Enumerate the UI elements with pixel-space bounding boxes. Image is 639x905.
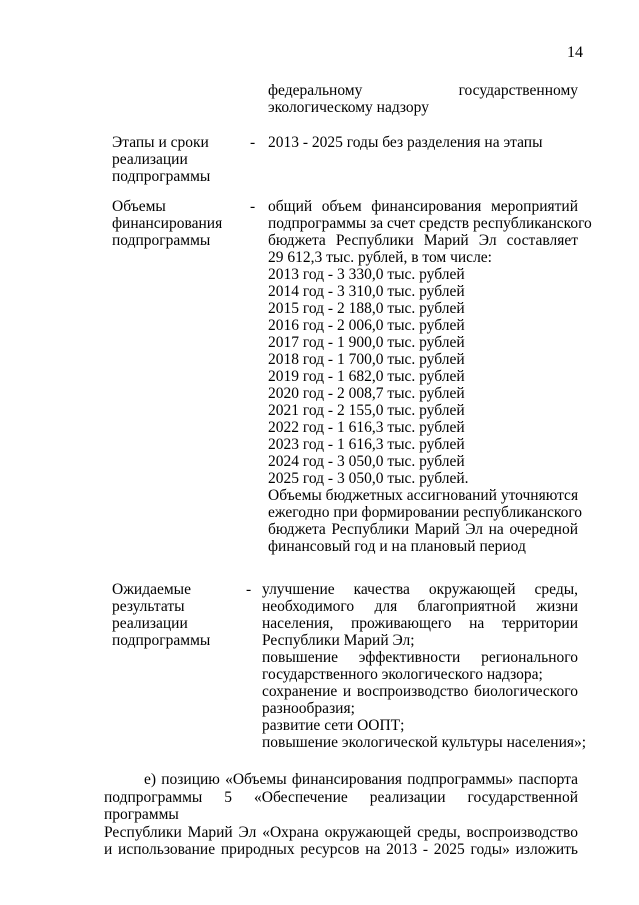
funding-year-item: 2018 год - 1 700,0 тыс. рублей — [268, 351, 465, 368]
funding-note-line: бюджета Республики Марий Эл на очередной — [268, 521, 578, 538]
results-line: разнообразия; — [262, 700, 355, 717]
results-line: повышение экологической культуры населения»; — [262, 734, 587, 751]
results-line: развитие сети ООПТ; — [262, 717, 405, 734]
row-funding-dash: - — [250, 198, 256, 215]
funding-year-item: 2021 год - 2 155,0 тыс. рублей — [268, 402, 465, 419]
funding-year-item: 2022 год - 1 616,3 тыс. рублей — [268, 419, 465, 436]
paragraph-line: Республики Марий Эл «Охрана окружающей среды, воспроизводство — [104, 823, 578, 841]
intro-word-right: государственному — [458, 82, 578, 99]
label-line: Этапы и сроки — [112, 134, 209, 151]
row-funding-label — [112, 198, 247, 249]
results-line: повышение эффективности регионального — [262, 649, 578, 666]
row-stages-text — [268, 134, 578, 151]
label-line: Ожидаемые — [112, 581, 191, 598]
funding-year-item: 2024 год - 3 050,0 тыс. рублей — [268, 453, 465, 470]
stages-text: 2013 - 2025 годы без разделения на этапы — [268, 134, 543, 151]
label-line: результаты — [112, 598, 185, 615]
paragraph-line: е) позицию «Объемы финансирования подпрограммы» паспорта — [144, 771, 578, 788]
funding-note-line: ежегодно при формировании республиканского — [268, 504, 583, 521]
label-line: подпрограммы — [112, 632, 211, 649]
row-results-dash: - — [246, 581, 252, 598]
results-line: государственного экологического надзора; — [262, 666, 543, 683]
label-line: подпрограммы — [112, 168, 211, 185]
intro-line-2: экологическому надзору — [268, 99, 429, 116]
label-line: реализации — [112, 615, 188, 632]
row-results-label — [112, 581, 247, 649]
funding-intro-line: бюджета Республики Марий Эл составляет — [268, 232, 578, 249]
funding-year-item: 2016 год - 2 006,0 тыс. рублей — [268, 317, 465, 334]
label-line: Объемы — [112, 198, 166, 215]
funding-year-item: 2020 год - 2 008,7 тыс. рублей — [268, 385, 465, 402]
intro-word-left: федеральному — [268, 82, 363, 99]
label-line: реализации — [112, 151, 188, 168]
row-funding-text — [268, 198, 592, 555]
page-number: 14 — [567, 44, 583, 61]
funding-note-line: Объемы бюджетных ассигнований уточняются — [268, 487, 579, 504]
funding-year-item: 2019 год - 1 682,0 тыс. рублей — [268, 368, 465, 385]
funding-year-item: 2014 год - 3 310,0 тыс. рублей — [268, 283, 465, 300]
results-line: сохранение и воспроизводство биологического — [262, 683, 578, 700]
row-stages-dash: - — [250, 134, 256, 151]
label-line: подпрограммы — [112, 232, 211, 249]
label-line: финансирования — [112, 215, 223, 232]
funding-intro-line: подпрограммы за счет средств республиканского — [268, 215, 592, 232]
intro-line-1 — [268, 82, 578, 99]
funding-year-item: 2013 год - 3 330,0 тыс. рублей — [268, 266, 465, 283]
paragraph-line: подпрограммы 5 «Обеспечение реализации государственной программы — [104, 788, 578, 824]
intro-text — [268, 82, 578, 116]
results-line: необходимого для благоприятной жизни — [262, 598, 578, 615]
funding-year-item: 2023 год - 1 616,3 тыс. рублей — [268, 436, 465, 453]
funding-year-item: 2025 год - 3 050,0 тыс. рублей. — [268, 470, 469, 487]
funding-intro-line: общий объем финансирования мероприятий — [268, 198, 578, 215]
results-line: улучшение качества окружающей среды, — [262, 581, 578, 598]
amendment-paragraph — [104, 771, 578, 859]
results-line: Республики Марий Эл; — [262, 632, 415, 649]
funding-year-item: 2015 год - 2 188,0 тыс. рублей — [268, 300, 465, 317]
paragraph-line: и использование природных ресурсов на 2013 - 2025 годы» изложить — [104, 841, 578, 859]
row-stages-label — [112, 134, 247, 185]
results-line: населения, проживающего на территории — [262, 615, 578, 632]
funding-note-line: финансовый год и на плановый период — [268, 538, 526, 555]
funding-intro-line: 29 612,3 тыс. рублей, в том числе: — [268, 249, 492, 266]
row-results-text — [262, 581, 587, 751]
funding-year-item: 2017 год - 1 900,0 тыс. рублей — [268, 334, 465, 351]
